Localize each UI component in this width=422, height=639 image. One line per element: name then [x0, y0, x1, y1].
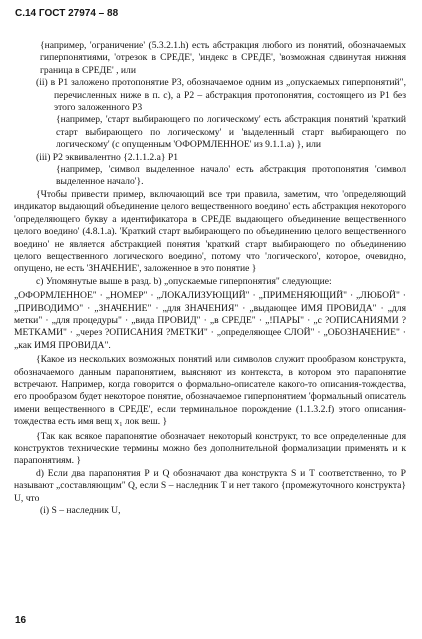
paragraph: {Какое из нескольких возможных понятий или символов служит прообразом конструкта, обозначаемого данным парапонятием, выясняют из контекста, в котором это парапонятие встречают. Например, когда говорится о формально-описателе какого-то описания-тождества, его прообразом будет некоторое понятие, обозначаемое гиперпонятием 'формальный описатель имени вещественного в СРЕДЕ', если терминальное порождение (1.1.3.2.f) этого описания-тождества есть имя вещ x₁ лок веш. }: [14, 354, 406, 428]
page-number: 16: [15, 615, 27, 626]
paragraph: (i) S – наследник U,: [40, 505, 121, 517]
document-body: [14, 40, 406, 517]
paragraph: (iii) Р2 эквивалентно {2.1.1.2.a} Р1: [36, 151, 178, 163]
paragraph: c) Упомянутые выше в разд. b) „опускаемые гиперпонятия" следующие:: [36, 275, 332, 287]
paragraph: {Так как всякое парапонятие обозначает некоторый конструкт, то все определенные для конструктов технические термины можно без дополнительной формализации применять и к парапонятиям. }: [14, 430, 406, 467]
paragraph: {например, 'символ выделенное начало' есть абстракция протопонятия 'символ выделенное начало'}.: [56, 164, 406, 188]
paragraph: „ОФОРМЛЕННОЕ" · „НОМЕР" · „ЛОКАЛИЗУЮЩИЙ" · „ПРИМЕНЯЮЩИЙ" · „ЛЮБОЙ" · „ПРИВОДИМО" · „ЗНАЧЕНИЕ" · „для ЗНАЧЕНИЯ" · „выдающее ИМЯ ПРОВИДА" · „для метки" · „для процедуры" · „вида ПРОВИД" · „в СРЕДЕ" · „!ПАРЫ" · „с ?ОПИСАНИЯМИ ?МЕТКАМИ" · „через ?ОПИСАНИЯ ?МЕТКИ" · „определяющее СЛОЙ" · „ОБОЗНАЧЕНИЕ" · „как ИМЯ ПРОВИДА".: [14, 290, 406, 351]
paragraph: {например, 'старт выбирающего по логическому' есть абстракция понятий 'краткий старт выбирающего по логическому' и 'выделенный старт выбирающего по логическому' (с опущенным 'ОФОРМЛЕННОЕ' из 9.1.1.а) }, или: [56, 114, 406, 151]
paragraph: d) Если два парапонятия Р и Q обозначают два конструкта S и T соответственно, то Р называют „составляющим" Q, если S – наследник T и нет такого {промежуточного конструкта} U, что: [14, 467, 406, 504]
paragraph: (ii) в Р1 заложено протопонятие Р3, обозначаемое одним из „опускаемых гиперпонятий", перечисленных ниже в п. с), а Р2 – абстракция протопонятия, состоящего из Р1 без этого заложенного Р3: [36, 77, 406, 114]
paragraph: {например, 'ограничение' (5.3.2.1.h) есть абстракция любого из понятий, обозначаемых гиперпонятиями, 'отрезок в СРЕДЕ', 'индекс в СРЕДЕ', 'возможная сдвинутая нижняя граница в СРЕДЕ' , или: [40, 40, 406, 76]
page-header: С.14 ГОСТ 27974 – 88: [15, 8, 119, 19]
paragraph: {Чтобы привести пример, включающий все три правила, заметим, что 'определяющий индикатор выдающий объединение целого вещественного воединo' есть абстракция некоторого 'определяющего букву а идентификатора в СРЕДЕ выдающего объединение вещественного целого воединo' (4.8.1.а). 'Краткий старт выбирающего по объединению целого вещественного воединo' не является абстракцией понятия 'краткий старт выбирающего по объединению целого вещественного логического воединo', потому что 'логического', которое, очевидно, опущено, не есть 'ЗНАЧЕНИЕ', заложенное в это понятие }: [14, 188, 406, 275]
